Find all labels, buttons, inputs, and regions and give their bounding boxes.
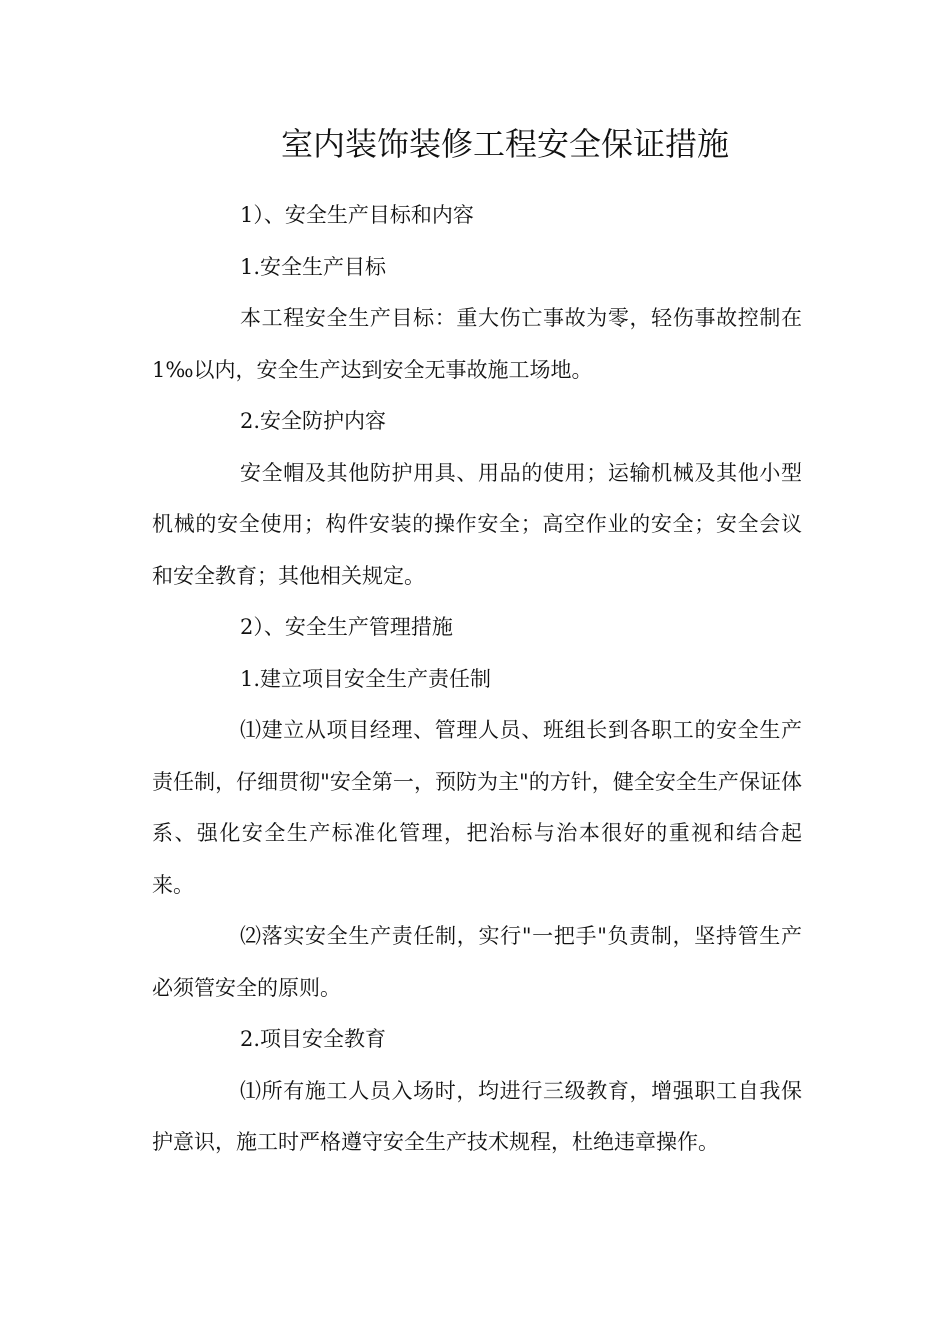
document-title: 室内装饰装修工程安全保证措施 (280, 125, 729, 163)
body-paragraph: 安全帽及其他防护用具、用品的使用；运输机械及其他小型机械的安全使用；构件安装的操作安全；高空作业的安全；安全会议和安全教育；其他相关规定。 (152, 460, 802, 588)
body-paragraph: ⑴所有施工人员入场时，均进行三级教育，增强职工自我保护意识，施工时严格遵守安全生产技术规程，杜绝违章操作。 (152, 1078, 802, 1154)
subsection-heading: 1.建立项目安全生产责任制 (240, 666, 492, 691)
subsection-heading: 2.项目安全教育 (240, 1027, 387, 1051)
document-body (152, 190, 802, 1169)
body-paragraph: ⑴建立从项目经理、管理人员、班组长到各职工的安全生产责任制，仔细贯彻"安全第一，预防为主"的方针，健全安全生产保证体系、强化安全生产标准化管理，把治标与治本很好的重视和结合起来。 (152, 718, 802, 897)
subsection-heading: 2.安全防护内容 (240, 409, 387, 433)
subsection-heading: 1.安全生产目标 (240, 254, 387, 279)
section-heading: 2）、安全生产管理措施 (240, 615, 453, 639)
body-paragraph: ⑵落实安全生产责任制，实行"一把手"负责制，坚持管生产必须管安全的原则。 (152, 924, 802, 1000)
body-paragraph: 本工程安全生产目标：重大伤亡事故为零，轻伤事故控制在1‰以内，安全生产达到安全无事故施工场地。 (152, 306, 802, 382)
section-heading: 1）、安全生产目标和内容 (240, 203, 474, 227)
